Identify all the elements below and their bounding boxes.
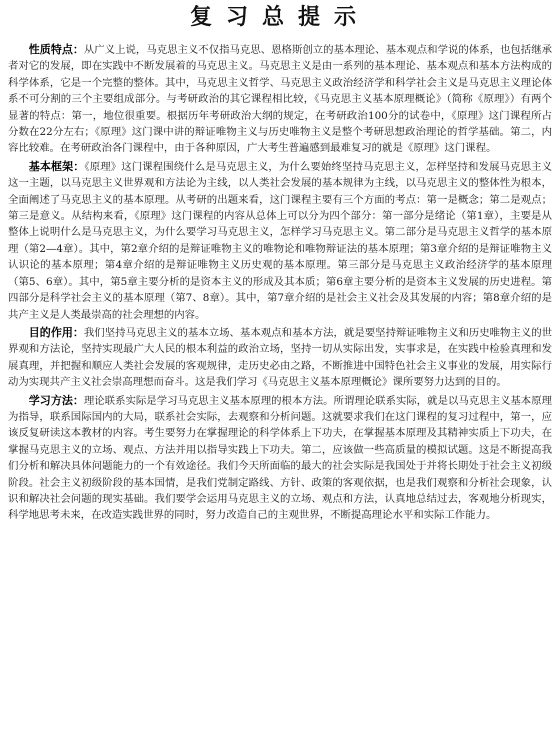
section-body: 《原理》这门课程围绕什么是马克思主义，为什么要始终坚持马克思主义，怎样坚持和发展马克思主义这一主题，以马克思主义世界观和方法论为主线，以人类社会发展的基本规律为主线，以马克思主义的整体性为根本，全面阐述了马克思主义的基本原理。从考研的出题来看，这门课程主要有三个方面的考点：第一是概念；第二是观点；第三是意义。从结构来看，《原理》这门课程的内容从总体上可以分为四个部分：第一部分是绪论（第1章），主要是从整体上说明什么是马克思主义，为什么要学习马克思主义，怎样学习马克思主义。第二部分是马克思主义哲学的基本原理（第2—4章）。其中，第2章介绍的是辩证唯物主义的唯物论和唯物辩证法的基本原理；第3章介绍的是辩证唯物主义认识论的基本原理；第4章介绍的是辩证唯物主义历史观的基本原理。第三部分是马克思主义政治经济学的基本原理（第5、6章）。其中，第5章主要分析的是资本主义的形成及其本质；第6章主要分析的是资本主义发展的历史进程。第四部分是科学社会主义的基本原理（第7、8章）。其中，第7章介绍的是社会主义社会及其发展的内容；第8章介绍的是共产主义是人类最崇高的社会理想的内容。 (8, 160, 553, 321)
page-title: 复习总提示 (189, 5, 370, 30)
section-body: 从广义上说，马克思主义不仅指马克思、恩格斯创立的基本理论、基本观点和学说的体系，也包括继承者对它的发展，即在实践中不断发展着的马克思主义。马克思主义是由一系列的基本理论、基本观点和基本方法构成的科学体系，它是一个完整的整体。其中，马克思主义哲学、马克思主义政治经济学和科学社会主义是马克思主义理论体系不可分割的三个主要组成部分。与考研政治的其它课程相比较，《马克思主义基本原理概论》（简称《原理》）有两个显著的特点：第一，地位很重要。根据历年考研政治大纲的规定，在考研政治100分的试卷中，《原理》这门课程所占分数在22分左右；《原理》这门课中讲的辩证唯物主义与历史唯物主义是整个考研思想政治理论的哲学基础。第二，内容比较难。在考研政治各门课程中，由于各种原因，广大考生普遍感到最难复习的就是《原理》这门课程。 (8, 44, 553, 155)
section-method (8, 393, 552, 524)
section-heading: 学习方法： (28, 393, 84, 407)
section-heading: 基本框架： (28, 159, 85, 173)
section-framework (8, 159, 552, 323)
document-page (8, 4, 552, 727)
section-heading: 性质特点： (28, 43, 84, 56)
section-purpose (8, 325, 552, 391)
section-body: 我们坚持马克思主义的基本立场、基本观点和基本方法，就是要坚持辩证唯物主义和历史唯物主义的世界观和方法论，坚持实现最广大人民的根本利益的政治立场，坚持一切从实际出发，实事求是，在实践中检验真理和发展真理，并把握和顺应人类社会发展的客观规律，走历史必由之路，不断推进中国特色社会主义事业的发展，用实际行动为实现共产主义社会崇高理想而奋斗。这是我们学习《马克思主义基本原理概论》课所要努力达到的目的。 (8, 326, 553, 389)
section-heading: 目的作用： (28, 325, 84, 339)
section-nature (8, 42, 552, 157)
section-body: 理论联系实际是学习马克思主义基本原理的根本方法。所谓理论联系实际，就是以马克思主义基本原理为指导，联系国际国内的大局，联系社会实际，去观察和分析问题。这就要求我们在这门课程的复习过程中，第一，应该反复研读这本教材的内容。考生要努力在掌握理论的科学体系上下功夫，在掌握基本原理及其精神实质上下功夫，在掌握马克思主义的立场、观点、方法并用以指导实践上下功夫。第二，应该做一些高质量的模拟试题。这是不断提高我们分析和解决具体问题能力的一个有效途径。我们今天所面临的最大的社会实际是我国处于并将长期处于社会主义初级阶段。社会主义初级阶段的基本国情，是我们党制定路线、方针、政策的客观依据，也是我们观察和分析社会现象，认识和解决社会问题的现实基础。我们要学会运用马克思主义的立场、观点和方法，认真地总结过去，客观地分析现实，科学地思考未来，在改造实践世界的同时，努力改造自己的主观世界，不断提高理论水平和实际工作能力。 (8, 394, 553, 522)
